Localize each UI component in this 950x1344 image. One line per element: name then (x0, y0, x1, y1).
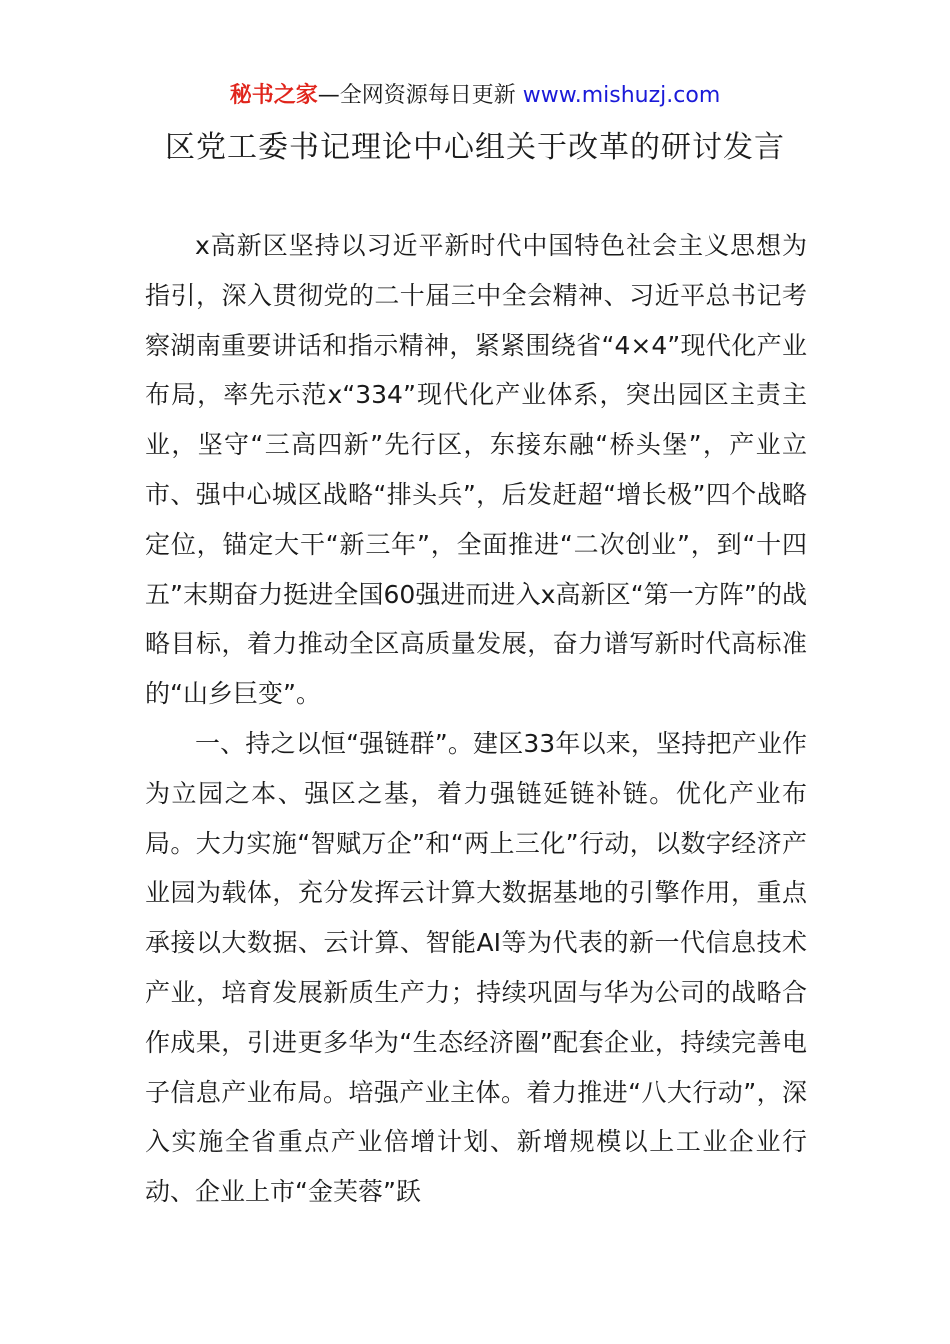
site-tagline: —全网资源每日更新 (317, 83, 516, 108)
paragraph-intro: x高新区坚持以习近平新时代中国特色社会主义思想为指引，深入贯彻党的二十届三中全会精神、习近平总书记考察湖南重要讲话和指示精神，紧紧围绕省“4×4”现代化产业布局，率先示范x“334”现代化产业体系，突出园区主责主业，坚守“三高四新”先行区，东接东融“桥头堡”，产业立市、强中心城区战略“排头兵”，后发赶超“增长极”四个战略定位，锚定大干“新三年”，全面推进“二次创业”，到“十四五”末期奋力挺进全国60强进而进入x高新区“第一方阵”的战略目标，着力推动全区高质量发展，奋力谱写新时代高标准的“山乡巨变”。 (145, 231, 807, 709)
site-url-link[interactable]: www.mishuzj.com (522, 83, 721, 108)
paragraph-section-1: 一、持之以恒“强链群”。建区33年以来，坚持把产业作为立园之本、强区之基，着力强链延链补链。优化产业布局。大力实施“智赋万企”和“两上三化”行动，以数字经济产业园为载体，充分发挥云计算大数据基地的引擎作用，重点承接以大数据、云计算、智能AI等为代表的新一代信息技术产业，培育发展新质生产力；持续巩固与华为公司的战略合作成果，引进更多华为“生态经济圈”配套企业，持续完善电子信息产业布局。培强产业主体。着力推进“八大行动”，深入实施全省重点产业倍增计划、新增规模以上工业企业行动、企业上市“金芙蓉”跃 (145, 728, 807, 1207)
document-title: 区党工委书记理论中心组关于改革的研讨发言 (165, 130, 785, 165)
site-header (0, 80, 950, 112)
site-brand: 秘书之家 (229, 83, 318, 108)
document-body (145, 221, 807, 1217)
